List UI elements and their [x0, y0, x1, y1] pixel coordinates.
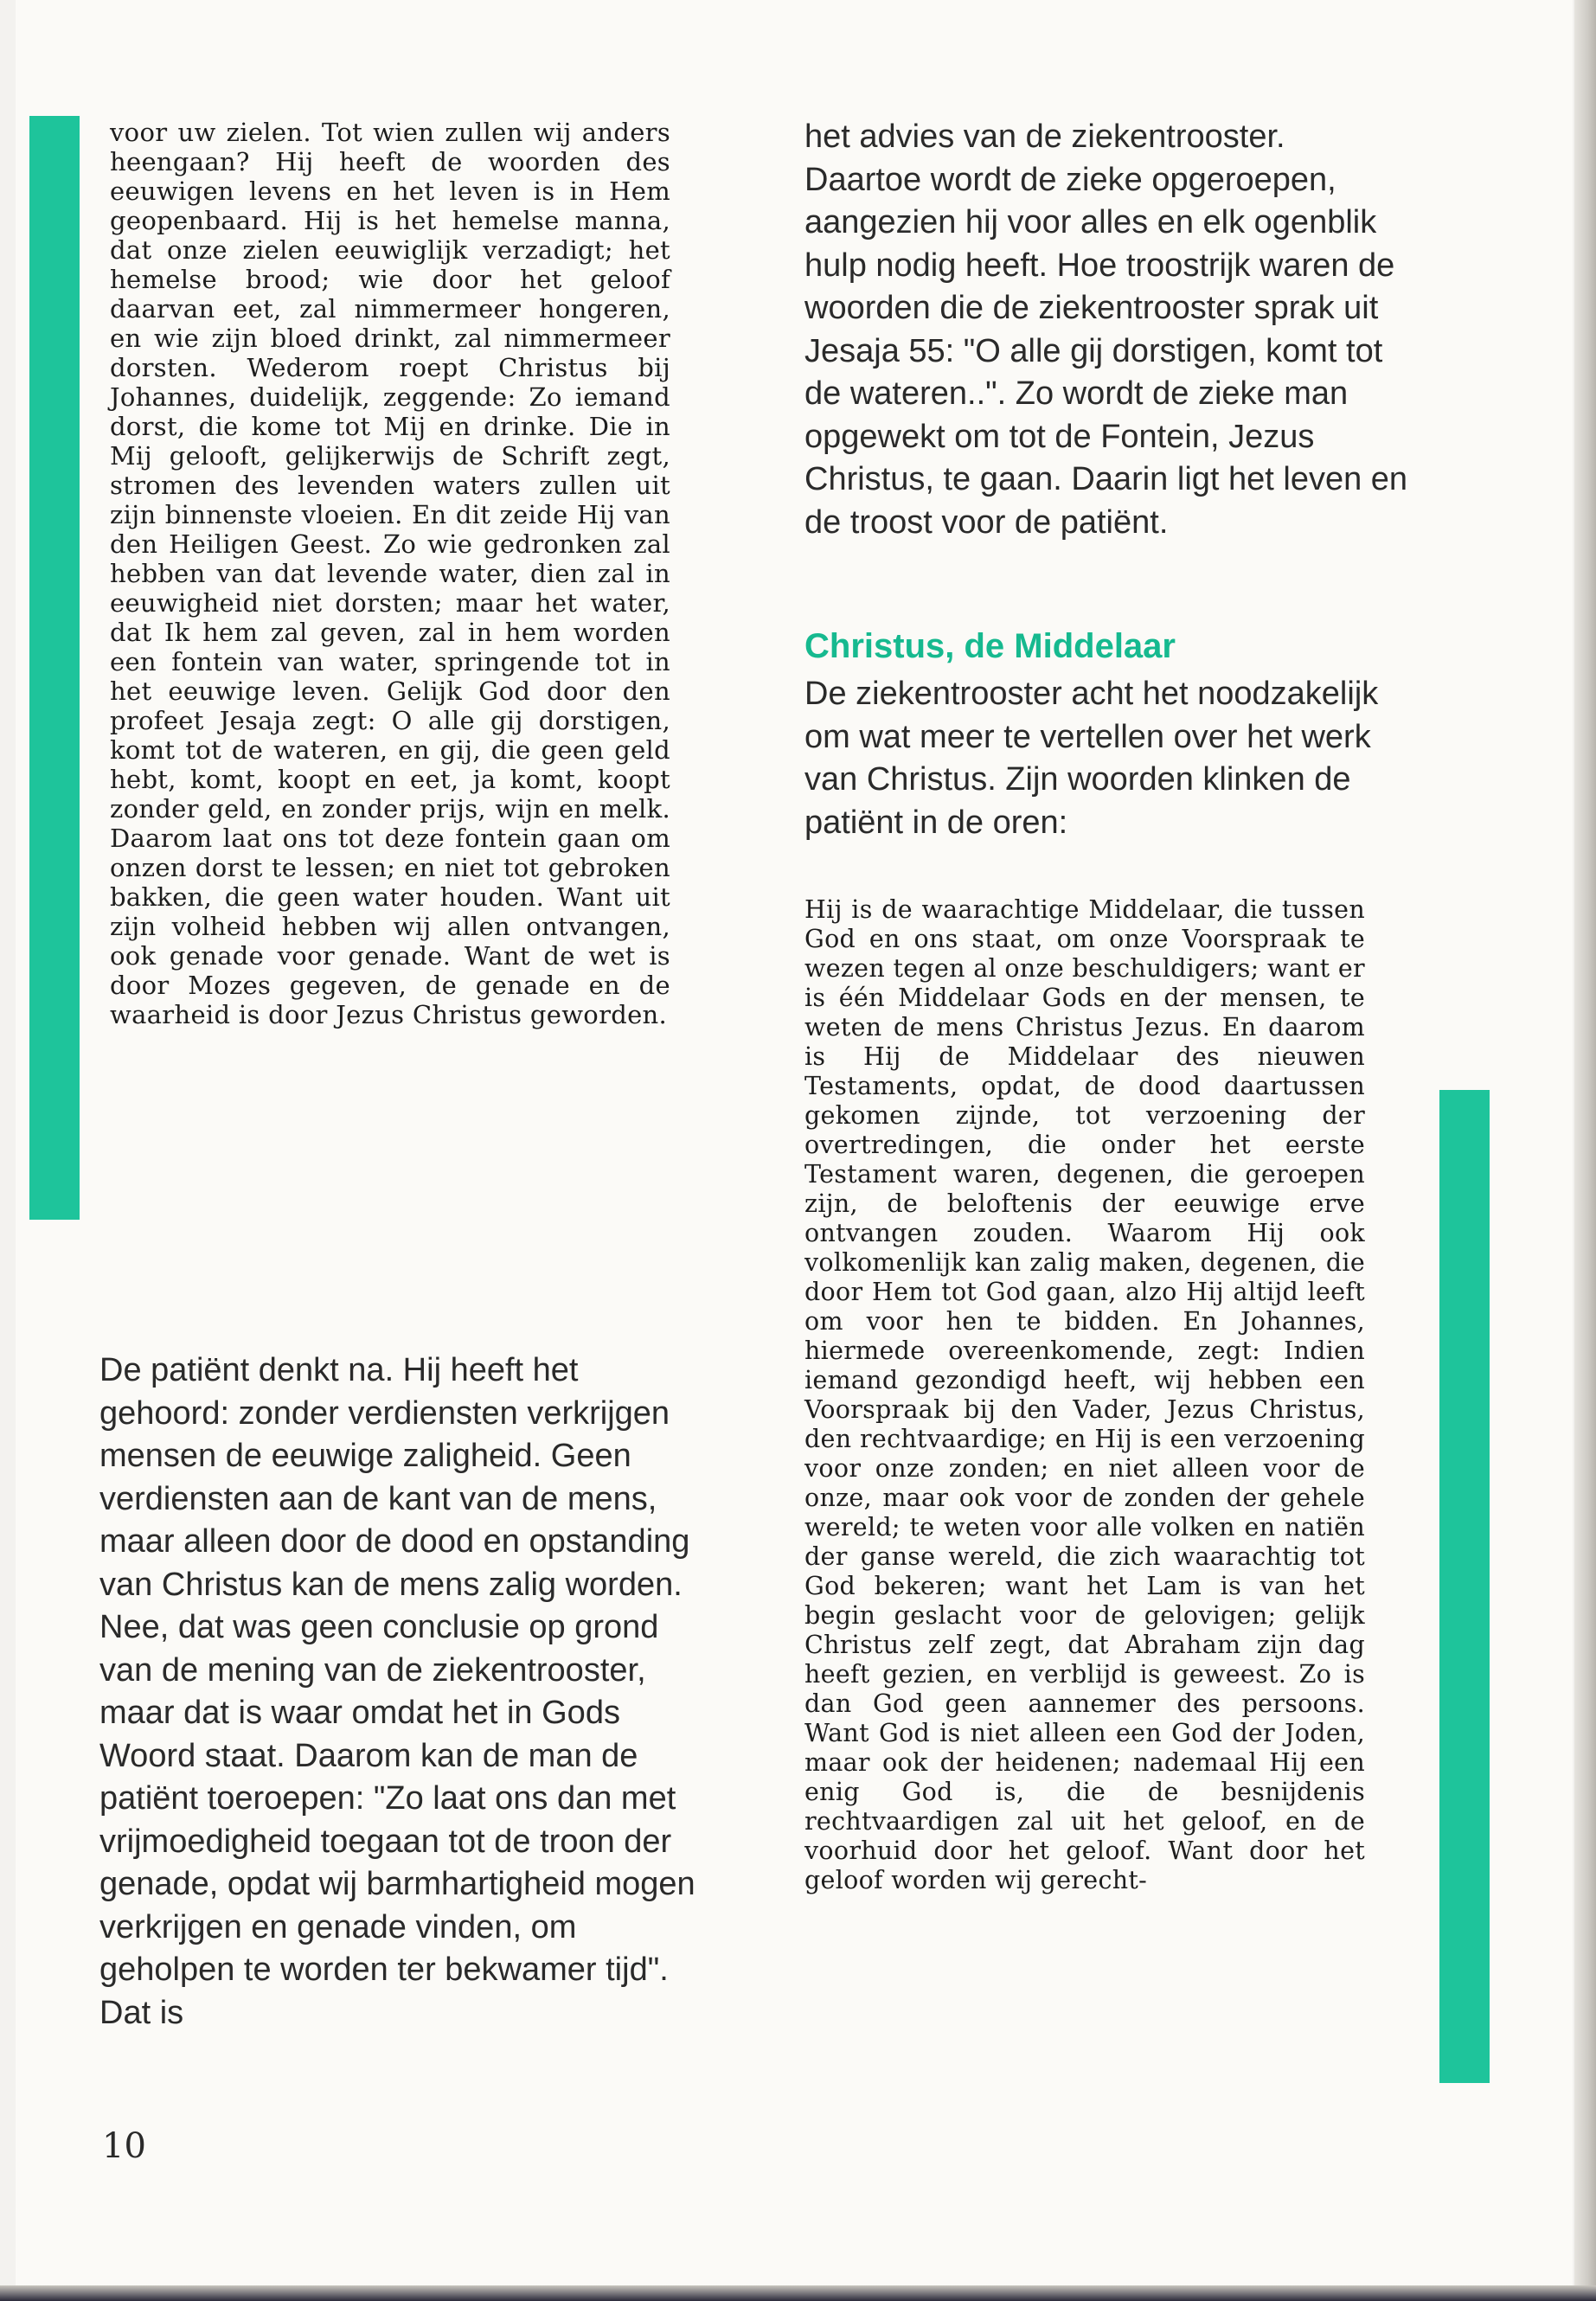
page-binding-edge — [1574, 0, 1596, 2301]
right-prose-block-1 — [804, 116, 1410, 544]
right-quote-block — [804, 895, 1365, 1895]
left-accent-bar — [29, 116, 80, 1220]
right-accent-bar — [1439, 1090, 1490, 2083]
right-prose-text-1: het advies van de ziekentrooster. Daartoe wordt de zieke opgeroepen, aangezien hij voor alles en elk ogenblik hulp nodig heeft. Hoe troostrijk waren de woorden die de ziekentrooster sprak uit Jesaja 55: "O alle gij dorstigen, komt tot de wateren..". Zo wordt de zieke man opgewekt om tot de Fontein, Jezus Christus, te gaan. Daarin ligt het leven en de troost voor de patiënt. — [804, 119, 1408, 541]
right-prose-block-2 — [804, 673, 1410, 844]
left-prose-block — [99, 1349, 714, 2035]
right-prose-text-2: De ziekentrooster acht het noodzakelijk om wat meer te vertellen over het werk van Christus. Zijn woorden klinken de patiënt in de oren: — [804, 676, 1379, 841]
left-prose-text: De patiënt denkt na. Hij heeft het gehoord: zonder verdiensten verkrijgen mensen de eeuwige zaligheid. Geen verdiensten aan de kant van de mens, maar alleen door de dood en opstanding van Christus kan de mens zalig worden. Nee, dat was geen conclusie op grond van de mening van de ziekentrooster, maar dat is waar omdat het in Gods Woord staat. Daarom kan de man de patiënt toeroepen: "Zo laat ons dan met vrijmoedigheid toegaan tot de troon der genade, opdat wij barmhartigheid mogen verkrijgen en genade vinden, om geholpen te worden ter bekwamer tijd". Dat is — [99, 1352, 695, 2031]
page-number: 10 — [102, 2126, 146, 2166]
left-quote-block — [110, 118, 670, 1029]
left-quote-text: voor uw zielen. Tot wien zullen wij anders heengaan? Hij heeft de woorden des eeuwigen levens en het leven is in Hem geopenbaard. Hij is het hemelse manna, dat onze zielen eeuwiglijk verzadigt; het hemelse brood; wie door het geloof daarvan eet, zal nimmermeer hongeren, en wie zijn bloed drinkt, zal nimmermeer dorsten. Wederom roept Christus bij Johannes, duidelijk, zeggende: Zo iemand dorst, die kome tot Mij en drinke. Die in Mij gelooft, gelijkerwijs de Schrift zegt, stromen des levenden waters zullen uit zijn binnenste vloeien. En dit zeide Hij van den Heiligen Geest. Zo wie gedronken zal hebben van dat levende water, dien zal in eeuwigheid niet dorsten; maar het water, dat Ik hem zal geven, zal in hem worden een fontein van water, springende tot in het eeuwige leven. Gelijk God door den profeet Jesaja zegt: O alle gij dorstigen, komt tot de wateren, en gij, die geen geld hebt, komt, koopt en eet, ja komt, koopt zonder geld, en zonder prijs, wijn en melk. Daarom laat ons tot deze fontein gaan om onzen dorst te lessen; en niet tot gebroken bakken, die geen water houden. Want uit zijn volheid hebben wij allen ontvangen, ook genade voor genade. Want de wet is door Mozes gegeven, de genade en de waarheid is door Jezus Christus geworden. — [110, 118, 670, 1029]
right-quote-text: Hij is de waarachtige Middelaar, die tussen God en ons staat, om onze Voorspraak te wezen tegen al onze beschuldigers; want er is één Middelaar Gods en der mensen, te weten de mens Christus Jezus. En daarom is Hij de Middelaar des nieuwen Testaments, opdat, de dood daartussen gekomen zijnde, tot verzoening der overtredingen, die onder het eerste Testament waren, degenen, die geroepen zijn, de beloftenis der eeuwige erve ontvangen zouden. Waarom Hij ook volkomenlijk kan zalig maken, degenen, die door Hem tot God gaan, alzo Hij altijd leeft om voor hen te bidden. En Johannes, hiermede overeenkomende, zegt: Indien iemand gezondigd heeft, wij hebben een Voorspraak bij den Vader, Jezus Christus, den rechtvaardige; en Hij is een verzoening voor onze zonden; en niet alleen voor de onze, maar ook voor de zonden der gehele wereld; te weten voor alle volken en natiën der ganse wereld, die zich waarachtig tot God bekeren; want het Lam is van het begin geslacht voor de gelovigen; gelijk Christus zelf zegt, dat Abraham zijn dag heeft gezien, en verblijd is geweest. Zo is dan God geen aannemer des persoons. Want God is niet alleen een God der Joden, maar ook der heidenen; nademaal Hij een enig God is, die de besnijdenis rechtvaardigen zal uit het geloof, en de voorhuid door het geloof. Want door het geloof worden wij gerecht- — [804, 895, 1365, 1894]
page-bottom-edge — [0, 2285, 1596, 2301]
section-heading: Christus, de Middelaar — [804, 627, 1176, 665]
